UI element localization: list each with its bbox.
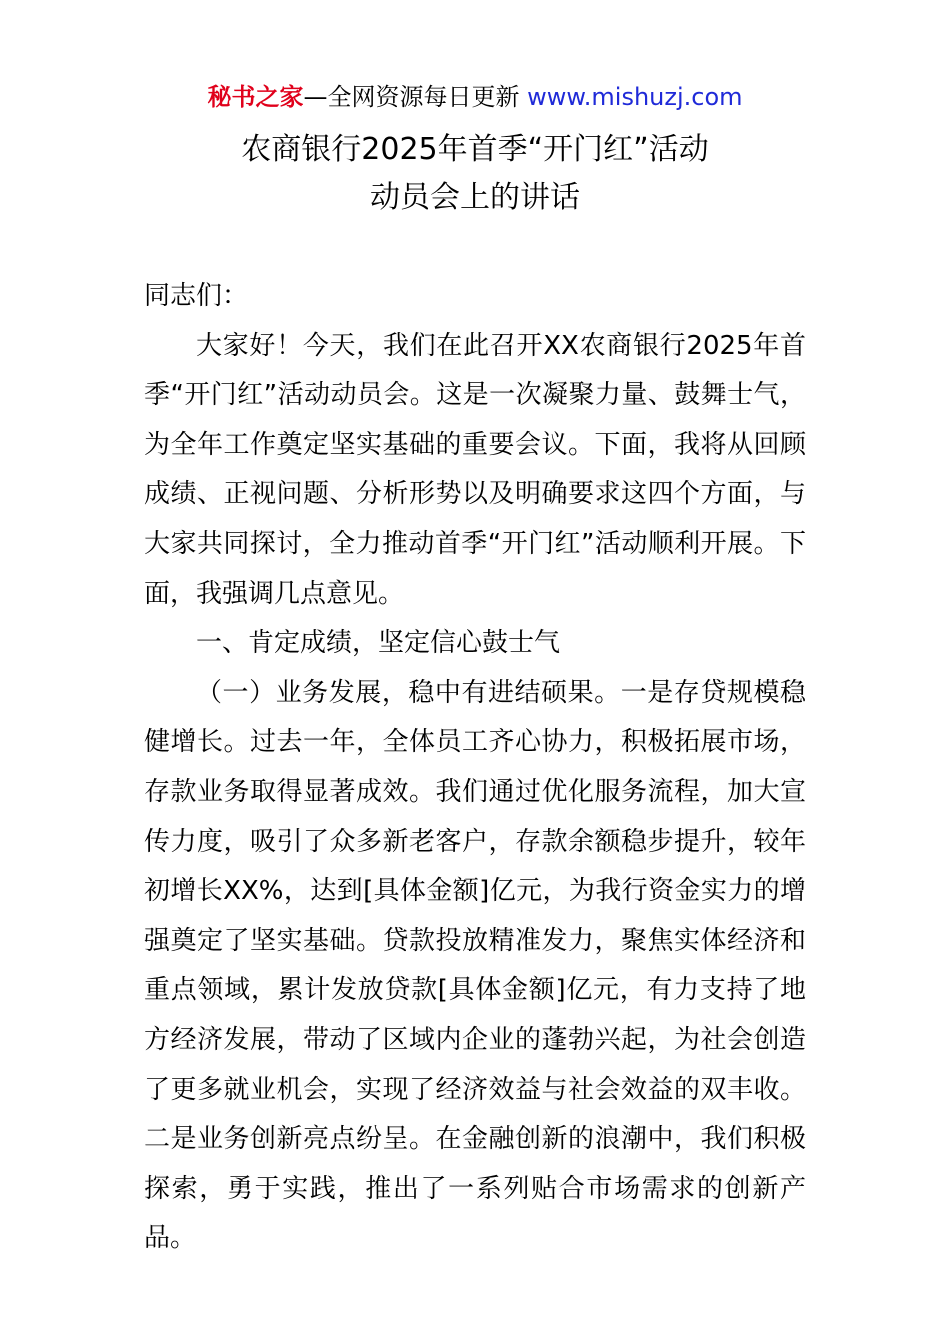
document-body bbox=[144, 272, 806, 1264]
site-url[interactable]: www.mishuzj.com bbox=[527, 83, 743, 111]
salutation: 同志们： bbox=[144, 281, 249, 311]
paragraph-achievements: （一）业务发展，稳中有进结硕果。一是存贷规模稳健增长。过去一年，全体员工齐心协力，积极拓展市场，存款业务取得显著成效。我们通过优化服务流程，加大宣传力度，吸引了众多新老客户，存款余额稳步提升，较年初增长XX%，达到[具体金额]亿元，为我行资金实力的增强奠定了坚实基础。贷款投放精准发力，聚焦实体经济和重点领域，累计发放贷款[具体金额]亿元，有力支持了地方经济发展，带动了区域内企业的蓬勃兴起，为社会创造了更多就业机会，实现了经济效益与社会效益的双丰收。二是业务创新亮点纷呈。在金融创新的浪潮中，我们积极探索，勇于实践，推出了一系列贴合市场需求的创新产品。 bbox=[144, 677, 806, 1254]
paragraph-intro: 大家好！今天，我们在此召开XX农商银行2025年首季“开门红”活动动员会。这是一次凝聚力量、鼓舞士气，为全年工作奠定坚实基础的重要会议。下面，我将从回顾成绩、正视问题、分析形势以及明确要求这四个方面，与大家共同探讨，全力推动首季“开门红”活动顺利开展。下面，我强调几点意见。 bbox=[144, 330, 806, 609]
header-dash: — bbox=[303, 83, 328, 111]
title-line-1: 农商银行2025年首季“开门红”活动 bbox=[241, 132, 709, 167]
header-tagline: 全网资源每日更新 bbox=[327, 83, 528, 111]
document-title bbox=[0, 126, 950, 222]
site-header bbox=[0, 80, 950, 114]
section-heading: 一、肯定成绩，坚定信心鼓士气 bbox=[196, 628, 561, 659]
site-brand: 秘书之家 bbox=[207, 83, 304, 111]
title-line-2: 动员会上的讲话 bbox=[370, 180, 580, 215]
